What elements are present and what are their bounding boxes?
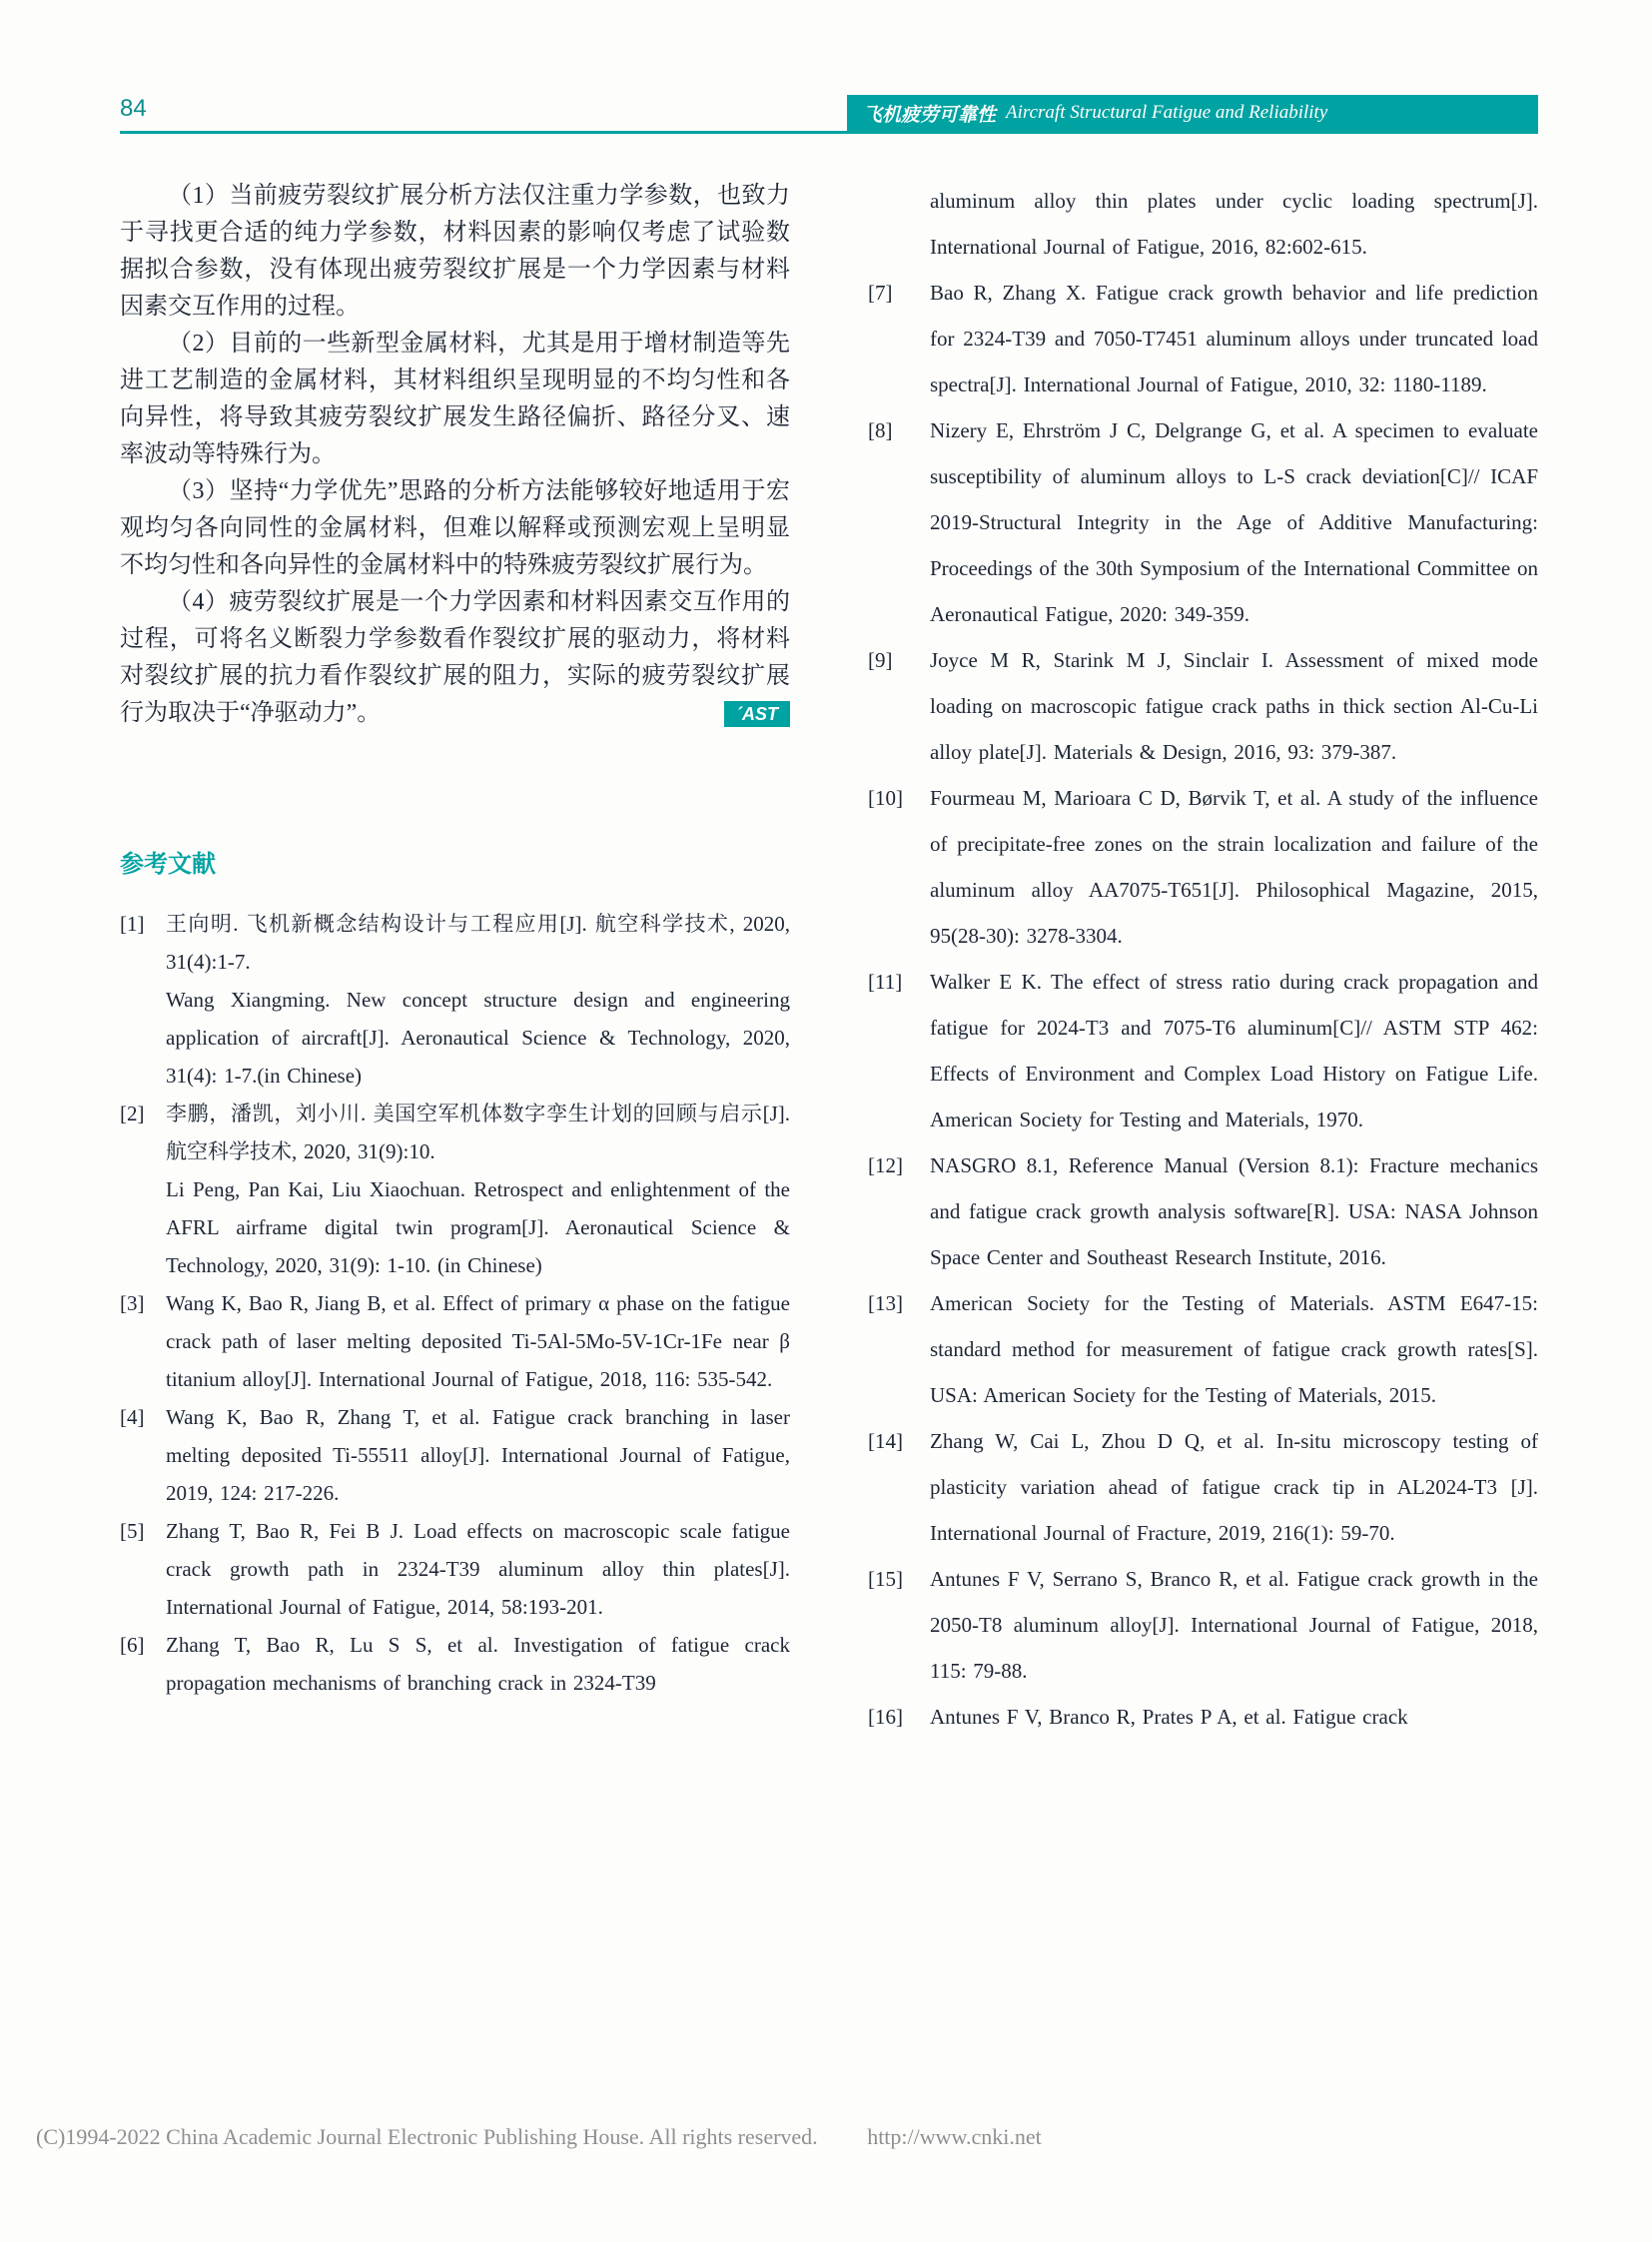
reference-number: [15] bbox=[868, 1567, 903, 1591]
reference-text: American Society for the Testing of Materials. ASTM E647-15: standard method for measurement of fatigue crack growth rates[S]. USA: American Society for the Testing of Materials, 2015. bbox=[930, 1291, 1538, 1407]
reference-text: Wang K, Bao R, Zhang T, et al. Fatigue crack branching in laser melting deposited Ti-55511 alloy[J]. International Journal of Fatigue, 2019, 124: 217-226. bbox=[166, 1405, 790, 1505]
reference-body bbox=[930, 178, 1538, 270]
reference-number bbox=[868, 178, 930, 270]
reference-item bbox=[120, 905, 790, 1095]
reference-text: aluminum alloy thin plates under cyclic loading spectrum[J]. International Journal of Fatigue, 2016, 82:602-615. bbox=[930, 189, 1538, 259]
reference-number: [10] bbox=[868, 786, 903, 810]
reference-item bbox=[120, 1512, 790, 1626]
reference-text: Nizery E, Ehrström J C, Delgrange G, et al. A specimen to evaluate susceptibility of aluminum alloys to L-S crack deviation[C]// ICAF 2019-Structural Integrity in the Age of Additive Manufacturing: Proceedings of the 30th Symposium of the International Committee on Aeronautical Fatigue, 2020: 349-359. bbox=[930, 418, 1538, 626]
reference-text: 王向明. 飞机新概念结构设计与工程应用[J]. 航空科学技术, 2020, 31(4):1-7. bbox=[166, 912, 790, 974]
reference-text: Fourmeau M, Marioara C D, Børvik T, et al. A study of the influence of precipitate-free zones on the strain localization and failure of the aluminum alloy AA7075-T651[J]. Philosophical Magazine, 2015, 95(28-30): 3278-3304. bbox=[930, 786, 1538, 948]
reference-number: [2] bbox=[120, 1102, 145, 1125]
reference-number: [12] bbox=[868, 1153, 903, 1177]
reference-item bbox=[868, 1142, 1538, 1280]
reference-body bbox=[930, 1142, 1538, 1280]
two-column-body bbox=[120, 178, 1538, 1740]
reference-body bbox=[930, 1556, 1538, 1694]
reference-item bbox=[868, 407, 1538, 637]
reference-text: Walker E K. The effect of stress ratio during crack propagation and fatigue for 2024-T3 and 7075-T6 aluminum[C]// ASTM STP 462: Effects of Environment and Complex Load History on Fatigue Life. American Society for Testing and Materials, 1970. bbox=[930, 970, 1538, 1131]
reference-number: [14] bbox=[868, 1429, 903, 1453]
conclusion-paragraph: （4）疲劳裂纹扩展是一个力学因素和材料因素交互作用的过程，可将名义断裂力学参数看作裂纹扩展的驱动力，将材料对裂纹扩展的抗力看作裂纹扩展的阻力，实际的疲劳裂纹扩展行为取决于“净驱动力”。 ´AST bbox=[120, 589, 790, 726]
reference-item bbox=[868, 637, 1538, 775]
reference-number: [6] bbox=[120, 1633, 145, 1657]
reference-body bbox=[930, 1418, 1538, 1556]
conclusion-paragraph: （3）坚持“力学优先”思路的分析方法能够较好地适用于宏观均匀各向同性的金属材料，但难以解释或预测宏观上呈明显不均匀性和各向异性的金属材料中的特殊疲劳裂纹扩展行为。 bbox=[120, 478, 790, 578]
reference-body bbox=[166, 1398, 790, 1512]
page-footer bbox=[36, 2124, 1042, 2150]
copyright-text: (C)1994-2022 China Academic Journal Electronic Publishing House. All rights reserved. bbox=[36, 2124, 818, 2149]
reference-body bbox=[166, 905, 790, 1095]
reference-body bbox=[930, 775, 1538, 959]
reference-number: [4] bbox=[120, 1405, 145, 1429]
reference-number: [5] bbox=[120, 1519, 145, 1543]
reference-body bbox=[930, 959, 1538, 1142]
reference-body bbox=[166, 1095, 790, 1284]
reference-body bbox=[166, 1284, 790, 1398]
conclusion-paragraph: （1）当前疲劳裂纹扩展分析方法仅注重力学参数，也致力于寻找更合适的纯力学参数，材料因素的影响仅考虑了试验数据拟合参数，没有体现出疲劳裂纹扩展是一个力学因素与材料因素交互作用的过程。 bbox=[120, 183, 790, 320]
reference-item bbox=[868, 1556, 1538, 1694]
reference-number: [13] bbox=[868, 1291, 903, 1315]
reference-number: [16] bbox=[868, 1705, 903, 1729]
reference-text: Zhang T, Bao R, Lu S S, et al. Investigation of fatigue crack propagation mechanisms of branching crack in 2324-T39 bbox=[166, 1633, 790, 1695]
journal-banner bbox=[847, 95, 1538, 131]
reference-number: [1] bbox=[120, 912, 145, 936]
reference-item bbox=[120, 1095, 790, 1284]
reference-body bbox=[930, 1280, 1538, 1418]
reference-body bbox=[930, 407, 1538, 637]
references-heading: 参考文献 bbox=[120, 851, 216, 878]
journal-title-cn: 飞机疲劳可靠性 bbox=[863, 104, 997, 126]
journal-logo-ast: ´AST bbox=[724, 701, 790, 727]
reference-number: [3] bbox=[120, 1291, 145, 1315]
reference-item bbox=[120, 1398, 790, 1512]
reference-text: Zhang W, Cai L, Zhou D Q, et al. In-situ microscopy testing of plasticity variation ahead of fatigue crack tip in AL2024-T3 [J]. International Journal of Fracture, 2019, 216(1): 59-70. bbox=[930, 1429, 1538, 1545]
reference-item bbox=[868, 270, 1538, 407]
reference-text: Wang K, Bao R, Jiang B, et al. Effect of primary α phase on the fatigue crack path of laser melting deposited Ti-5Al-5Mo-5V-1Cr-1Fe near β titanium alloy[J]. International Journal of Fatigue, 2018, 116: 535-542. bbox=[166, 1291, 790, 1391]
cnki-url: http://www.cnki.net bbox=[867, 2124, 1042, 2149]
conclusions-block bbox=[120, 178, 790, 732]
reference-text: Wang Xiangming. New concept structure design and engineering application of aircraft[J]. Aeronautical Science & Technology, 2020, 31(4): 1-7.(in Chinese) bbox=[166, 988, 790, 1088]
reference-text: Li Peng, Pan Kai, Liu Xiaochuan. Retrospect and enlightenment of the AFRL airframe digital twin program[J]. Aeronautical Science & Technology, 2020, 31(9): 1-10. (in Chinese) bbox=[166, 1177, 790, 1277]
reference-item bbox=[868, 959, 1538, 1142]
reference-text: Bao R, Zhang X. Fatigue crack growth behavior and life prediction for 2324-T39 and 7050-T7451 aluminum alloys under truncated load spectra[J]. International Journal of Fatigue, 2010, 32: 1180-1189. bbox=[930, 281, 1538, 396]
reference-item bbox=[868, 1280, 1538, 1418]
conclusion-paragraph: （2）目前的一些新型金属材料，尤其是用于增材制造等先进工艺制造的金属材料，其材料组织呈现明显的不均匀性和各向异性，将导致其疲劳裂纹扩展发生路径偏折、路径分叉、速率波动等特殊行为。 bbox=[120, 331, 790, 467]
reference-body bbox=[930, 1694, 1538, 1740]
reference-text: NASGRO 8.1, Reference Manual (Version 8.1): Fracture mechanics and fatigue crack growth analysis software[R]. USA: NASA Johnson Space Center and Southeast Research Institute, 2016. bbox=[930, 1153, 1538, 1269]
journal-title-en: Aircraft Structural Fatigue and Reliability bbox=[1006, 102, 1328, 123]
reference-number: [7] bbox=[868, 281, 893, 305]
reference-text: Antunes F V, Serrano S, Branco R, et al. Fatigue crack growth in the 2050-T8 aluminum alloy[J]. International Journal of Fatigue, 2018, 115: 79-88. bbox=[930, 1567, 1538, 1683]
page-header bbox=[120, 92, 1538, 134]
reference-text: Antunes F V, Branco R, Prates P A, et al. Fatigue crack bbox=[930, 1705, 1408, 1729]
reference-item bbox=[868, 775, 1538, 959]
reference-body bbox=[930, 270, 1538, 407]
reference-number: [9] bbox=[868, 648, 893, 672]
reference-text: 李鹏，潘凯，刘小川. 美国空军机体数字孪生计划的回顾与启示[J]. 航空科学技术, 2020, 31(9):10. bbox=[166, 1102, 790, 1163]
reference-text: Joyce M R, Starink M J, Sinclair I. Assessment of mixed mode loading on macroscopic fatigue crack paths in thick section Al-Cu-Li alloy plate[J]. Materials & Design, 2016, 93: 379-387. bbox=[930, 648, 1538, 764]
reference-item bbox=[120, 1284, 790, 1398]
reference-item bbox=[868, 1418, 1538, 1556]
reference-item bbox=[868, 178, 1538, 270]
reference-body bbox=[930, 637, 1538, 775]
reference-number: [11] bbox=[868, 970, 903, 994]
page-number: 84 bbox=[120, 95, 147, 122]
reference-body bbox=[166, 1512, 790, 1626]
reference-item bbox=[868, 1694, 1538, 1740]
left-column bbox=[120, 178, 790, 1740]
right-column bbox=[868, 178, 1538, 1740]
references-list-left bbox=[120, 905, 790, 1702]
reference-text: Zhang T, Bao R, Fei B J. Load effects on macroscopic scale fatigue crack growth path in 2324-T39 aluminum alloy thin plates[J]. International Journal of Fatigue, 2014, 58:193-201. bbox=[166, 1519, 790, 1619]
reference-body bbox=[166, 1626, 790, 1702]
reference-number: [8] bbox=[868, 418, 893, 442]
reference-item bbox=[120, 1626, 790, 1702]
references-list-right bbox=[868, 178, 1538, 1740]
